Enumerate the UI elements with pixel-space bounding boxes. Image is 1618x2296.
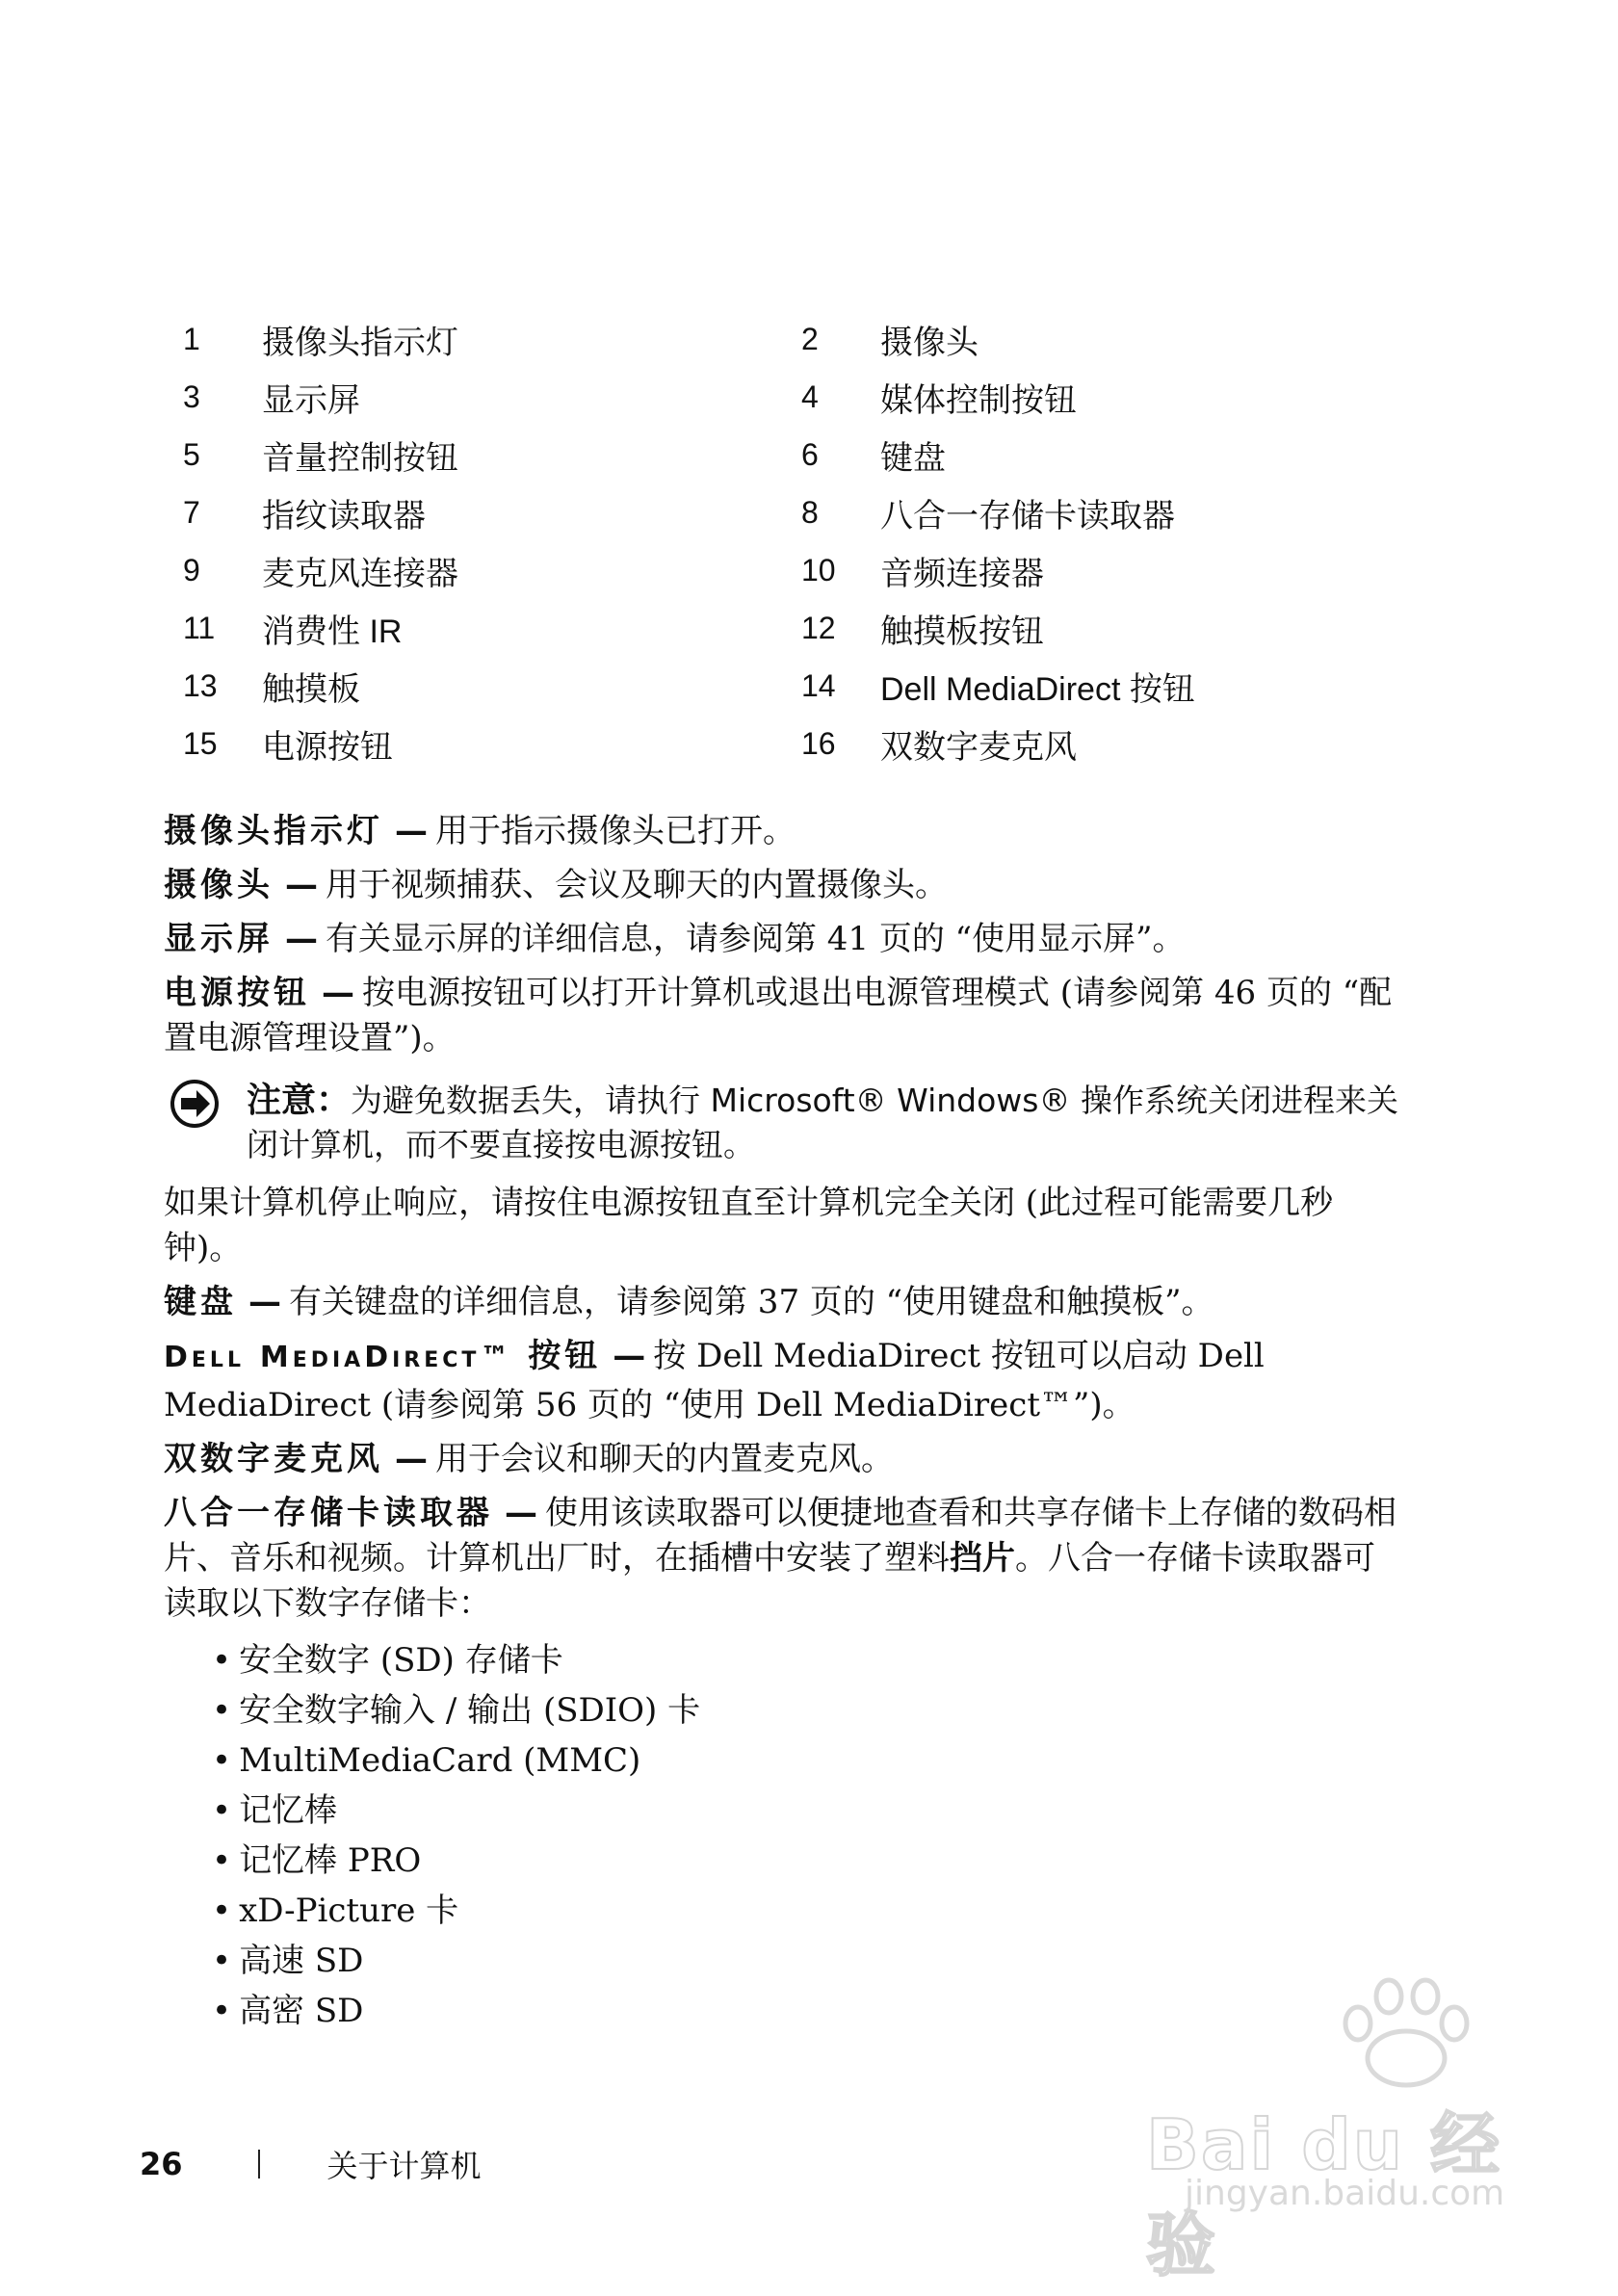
legend-row — [183, 541, 1242, 599]
legend-label: 摄像头指示灯 — [262, 324, 458, 361]
legend-item — [183, 599, 402, 657]
watermark-brand: Bai du 经验 — [1146, 2104, 1502, 2285]
legend-label: Dell MediaDirect 按钮 — [880, 670, 1195, 708]
legend-item — [801, 599, 1044, 657]
term-heading: 电源按钮 — [164, 974, 310, 1012]
legend-label: 八合一存储卡读取器 — [880, 497, 1175, 535]
list-item: • 安全数字输入 / 输出 (SDIO) 卡 — [212, 1685, 1406, 1735]
notice-icon — [170, 1079, 220, 1129]
legend-number: 16 — [801, 725, 836, 761]
camera-indicator-paragraph — [164, 809, 1406, 854]
legend-number: 13 — [183, 667, 218, 703]
paw-logo-icon — [1319, 1973, 1493, 2089]
legend-row — [183, 599, 1242, 657]
legend-row — [183, 715, 1242, 772]
paragraph-bold-text: 挡片 — [950, 1539, 1015, 1578]
list-item: • xD-Picture 卡 — [212, 1886, 1406, 1936]
list-item: • 记忆棒 PRO — [212, 1836, 1406, 1886]
legend-item — [183, 483, 426, 541]
paragraph-text: 使用该读取器可以便捷地查看和共享存储卡上存储的数码相片、音乐和视频。计算机出厂时，在插槽中安装了塑料 — [164, 1494, 1396, 1578]
notice-body: 为避免数据丢失，请执行 Microsoft® Windows® 操作系统关闭进程来关闭计算机，而不要直接按电源按钮。 — [247, 1082, 1398, 1163]
legend-item — [801, 310, 979, 368]
legend-number: 8 — [801, 494, 819, 530]
legend-label: 音量控制按钮 — [262, 439, 458, 477]
legend-label: 键盘 — [880, 439, 946, 477]
term-heading: 键盘 — [164, 1283, 237, 1321]
list-item: • 高速 SD — [212, 1936, 1406, 1986]
footer-divider — [258, 2150, 260, 2179]
legend-item — [801, 426, 946, 483]
legend-row — [183, 310, 1242, 368]
legend-item — [183, 426, 458, 483]
em-dash: — — [395, 812, 428, 850]
legend-number: 11 — [183, 610, 216, 645]
term-heading: 摄像头 — [164, 866, 274, 904]
legend-item — [801, 715, 1077, 772]
callout-legend — [183, 310, 1242, 772]
notice-label: 注意： — [247, 1081, 352, 1120]
legend-item — [801, 483, 1175, 541]
notice-text — [247, 1079, 1406, 1167]
dual-mic-paragraph — [164, 1437, 1406, 1482]
legend-number: 4 — [801, 378, 819, 414]
legend-item — [183, 368, 360, 426]
legend-number: 5 — [183, 436, 200, 472]
term-heading: 八合一存储卡读取器 — [164, 1494, 493, 1532]
legend-label: 触摸板 — [262, 670, 360, 708]
paragraph-text: 用于会议和聊天的内置麦克风。 — [435, 1440, 894, 1478]
legend-label: 消费性 IR — [262, 613, 403, 650]
legend-number: 3 — [183, 378, 200, 414]
legend-item — [183, 715, 393, 772]
paragraph-text: 按电源按钮可以打开计算机或退出电源管理模式 (请参阅第 46 页的 “配置电源管理设置”)。 — [164, 974, 1393, 1057]
paragraph-text: 有关键盘的详细信息，请参阅第 37 页的 “使用键盘和触摸板”。 — [289, 1283, 1214, 1321]
legend-row — [183, 368, 1242, 426]
legend-number: 9 — [183, 552, 200, 587]
legend-number: 7 — [183, 494, 200, 530]
legend-label: 显示屏 — [262, 381, 360, 419]
paragraph-text: 有关显示屏的详细信息，请参阅第 41 页的 “使用显示屏”。 — [326, 920, 1186, 958]
chapter-title: 关于计算机 — [326, 2148, 482, 2184]
paragraph-text: 按 Dell MediaDirect 按钮可以启动 Dell MediaDirect (请参阅第 56 页的 “使用 Dell MediaDirect™”)。 — [164, 1337, 1265, 1424]
list-item: • 记忆棒 — [212, 1786, 1406, 1836]
description-section — [164, 809, 1406, 2036]
page-footer — [140, 2140, 482, 2188]
legend-label: 指纹读取器 — [262, 497, 426, 535]
card-reader-paragraph — [164, 1491, 1406, 1627]
legend-number: 15 — [183, 725, 218, 761]
legend-number: 12 — [801, 610, 836, 645]
list-item: • 安全数字 (SD) 存储卡 — [212, 1635, 1406, 1685]
legend-label: 音频连接器 — [880, 555, 1044, 592]
legend-item — [183, 541, 458, 599]
legend-label: 触摸板按钮 — [880, 613, 1044, 650]
term-heading: 显示屏 — [164, 920, 274, 958]
legend-number: 14 — [801, 667, 836, 703]
legend-item — [183, 657, 360, 715]
baidu-watermark — [1127, 1973, 1551, 2285]
legend-row — [183, 483, 1242, 541]
legend-number: 10 — [801, 552, 836, 587]
term-heading: 摄像头指示灯 — [164, 812, 383, 850]
notice-box — [164, 1079, 1406, 1167]
legend-item — [801, 541, 1044, 599]
em-dash: — — [322, 974, 354, 1012]
legend-number: 2 — [801, 321, 819, 356]
legend-item — [801, 657, 1195, 715]
legend-label: 双数字麦克风 — [880, 728, 1077, 766]
list-item: • 高密 SD — [212, 1986, 1406, 2036]
em-dash: — — [285, 866, 318, 904]
em-dash: — — [505, 1494, 537, 1532]
legend-label: 摄像头 — [880, 324, 979, 361]
list-item: • MultiMediaCard (MMC) — [212, 1735, 1406, 1786]
mediadirect-paragraph — [164, 1334, 1406, 1428]
legend-item — [183, 310, 458, 368]
unresponsive-paragraph — [164, 1181, 1406, 1271]
paragraph-text: 如果计算机停止响应，请按住电源按钮直至计算机完全关闭 (此过程可能需要几秒钟)。 — [164, 1184, 1334, 1267]
power-button-paragraph — [164, 971, 1406, 1061]
paragraph-text: 用于指示摄像头已打开。 — [435, 812, 796, 850]
watermark-url: jingyan.baidu.com — [1185, 2174, 1505, 2213]
legend-row — [183, 426, 1242, 483]
em-dash: — — [613, 1337, 646, 1375]
term-heading: 双数字麦克风 — [164, 1440, 383, 1478]
page-number: 26 — [140, 2146, 183, 2182]
legend-label: 媒体控制按钮 — [880, 381, 1077, 419]
term-heading: DELL MEDIADIRECT™ 按钮 — [164, 1337, 602, 1375]
camera-paragraph — [164, 863, 1406, 908]
legend-item — [801, 368, 1077, 426]
legend-row — [183, 657, 1242, 715]
em-dash: — — [285, 920, 318, 958]
keyboard-paragraph — [164, 1280, 1406, 1325]
display-paragraph — [164, 917, 1406, 962]
em-dash: — — [395, 1440, 428, 1478]
legend-number: 1 — [183, 321, 200, 356]
paragraph-text: 。八合一存储卡读取器可读取以下数字存储卡： — [164, 1539, 1375, 1623]
legend-number: 6 — [801, 436, 819, 472]
em-dash: — — [248, 1283, 281, 1321]
paragraph-text: 用于视频捕获、会议及聊天的内置摄像头。 — [326, 866, 948, 904]
legend-label: 电源按钮 — [262, 728, 393, 766]
legend-label: 麦克风连接器 — [262, 555, 458, 592]
